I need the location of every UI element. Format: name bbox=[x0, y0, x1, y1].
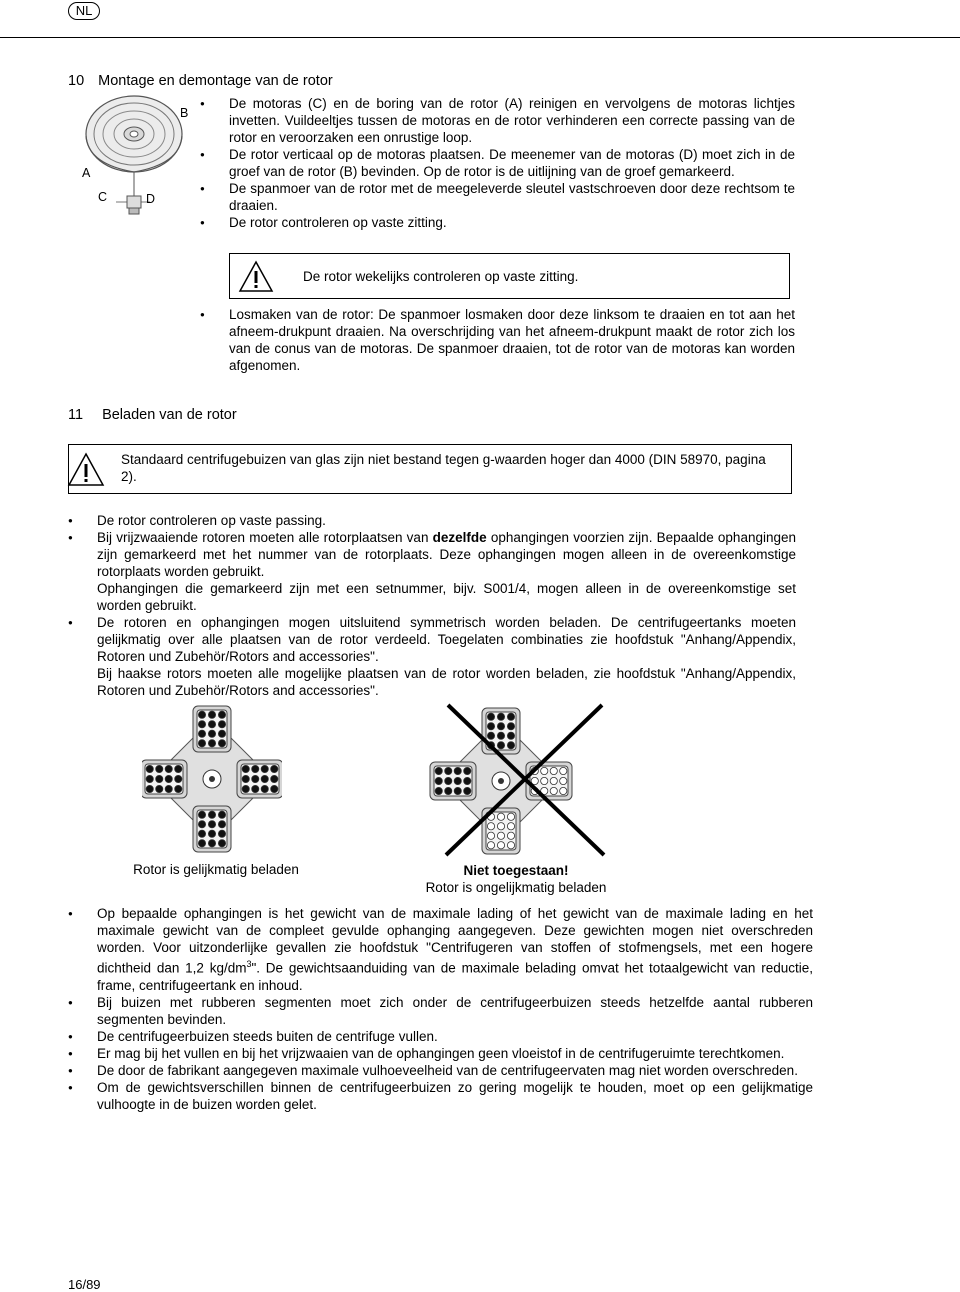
list-item: ● De rotor controleren op vaste zitting. bbox=[200, 214, 795, 231]
tube-filled bbox=[464, 767, 471, 774]
section-number: 11 bbox=[68, 407, 84, 423]
section-number: 10 bbox=[68, 73, 85, 89]
list-item-text: De rotoren en ophangingen mogen uitsluitend symmetrisch worden beladen. De centrifugeertanks moeten gelijkmatig over alle plaatsen van de rotor verdeeld. Toegelaten combinaties zie hoofdstuk "Anhang/Appendix, Rotoren und Zubehör/Rotors and accessories". bbox=[97, 615, 796, 664]
tube-filled bbox=[487, 732, 494, 739]
list-item-text: De rotor controleren op vaste passing. bbox=[97, 513, 326, 528]
tube-filled bbox=[218, 721, 225, 728]
tube-filled bbox=[507, 732, 514, 739]
tube-filled bbox=[198, 730, 205, 737]
header-divider bbox=[0, 37, 960, 38]
tube-filled bbox=[487, 713, 494, 720]
rotor-balanced-diagram bbox=[142, 705, 282, 855]
section-10-release-bullet bbox=[200, 306, 795, 374]
tube-empty bbox=[507, 842, 514, 849]
label-d: D bbox=[146, 192, 156, 206]
tube-filled bbox=[208, 730, 215, 737]
section-11-bullets-lower bbox=[68, 905, 813, 1113]
tube-filled bbox=[175, 765, 182, 772]
tube-empty bbox=[507, 832, 514, 839]
tube-filled bbox=[156, 775, 163, 782]
list-item: ● Bij buizen met rubberen segmenten moet zich onder de centrifugeerbuizen steeds hetzelfde aantal rubberen segmenten bevinden. bbox=[68, 994, 813, 1028]
tube-filled bbox=[487, 723, 494, 730]
tube-filled bbox=[198, 830, 205, 837]
section-title: Montage en demontage van de rotor bbox=[98, 73, 333, 89]
bucket-empty bbox=[526, 762, 572, 800]
list-item: ● Losmaken van de rotor: De spanmoer losmaken door deze linksom te draaien en tot aan het afneem-drukpunt draaien. Na overschrijding van het afneem-drukpunt maakt de rotor zich los van de conus van de motoras. De spanmoer draaien, tot de rotor van de motoras kan worden afgenomen. bbox=[200, 306, 795, 374]
tube-filled bbox=[464, 787, 471, 794]
tube-filled bbox=[261, 785, 268, 792]
bucket-filled bbox=[430, 762, 476, 800]
bucket-filled bbox=[142, 760, 187, 798]
tube-filled bbox=[454, 767, 461, 774]
tube-empty bbox=[497, 832, 504, 839]
tube-filled bbox=[445, 767, 452, 774]
bucket-filled bbox=[193, 706, 231, 752]
section-11-heading bbox=[68, 407, 237, 423]
list-item-text: Bij haakse rotors moeten alle mogelijke plaatsen van de rotor worden beladen, zie hoofdstuk "Anhang/Appendix, Rotoren und Zubehör/Rotors and accessories". bbox=[97, 666, 796, 698]
tube-filled bbox=[454, 777, 461, 784]
tube-filled bbox=[198, 721, 205, 728]
tube-empty bbox=[541, 767, 548, 774]
list-item-text: ". De gewichtsaanduiding van de maximale belading omvat het totaalgewicht van reductie, frame, centrifugeertank en inhoud. bbox=[97, 960, 813, 993]
tube-filled bbox=[271, 765, 278, 772]
tube-filled bbox=[175, 775, 182, 782]
list-item: ● Er mag bij het vullen en bij het vrijzwaaien van de ophangingen geen vloeistof in de centrifugeruimte terechtkomen. bbox=[68, 1045, 813, 1062]
list-item-text: Ophangingen die gemarkeerd zijn met een setnummer, bijv. S001/4, mogen alleen in de overeenkomstige set worden gebruikt. bbox=[97, 581, 796, 613]
rotor-unbalanced-illustration bbox=[386, 703, 616, 858]
list-item-text: Bij vrijzwaaiende rotoren moeten alle rotorplaatsen van bbox=[97, 530, 433, 545]
bucket-filled bbox=[482, 708, 520, 754]
warning-text: De rotor wekelijks controleren op vaste zitting. bbox=[303, 269, 579, 284]
tube-filled bbox=[208, 740, 215, 747]
tube-filled bbox=[218, 840, 225, 847]
tube-filled bbox=[165, 765, 172, 772]
tube-filled bbox=[198, 811, 205, 818]
tube-filled bbox=[218, 711, 225, 718]
caption-not-allowed-title: Niet toegestaan! bbox=[463, 863, 569, 878]
list-item: ● De spanmoer van de rotor met de meegeleverde sleutel vastschroeven door deze rechtsom te draaien. bbox=[200, 180, 795, 214]
tube-filled bbox=[218, 811, 225, 818]
tube-filled bbox=[208, 821, 215, 828]
tube-empty bbox=[541, 777, 548, 784]
superscript: 3 bbox=[246, 959, 252, 969]
rotor-mounting-figure bbox=[76, 90, 192, 230]
tube-empty bbox=[560, 767, 567, 774]
tube-filled bbox=[497, 713, 504, 720]
label-a: A bbox=[82, 166, 91, 180]
tube-filled bbox=[435, 767, 442, 774]
tube-filled bbox=[208, 721, 215, 728]
caption-not-allowed bbox=[400, 862, 632, 896]
tube-filled bbox=[252, 765, 259, 772]
tube-filled bbox=[218, 740, 225, 747]
tube-filled bbox=[507, 713, 514, 720]
tube-filled bbox=[435, 777, 442, 784]
bucket-filled bbox=[193, 806, 231, 852]
tube-filled bbox=[208, 711, 215, 718]
tube-empty bbox=[507, 813, 514, 820]
tube-filled bbox=[261, 775, 268, 782]
tube-filled bbox=[218, 730, 225, 737]
list-item-text: ophangingen voorzien zijn. Bepaalde ophangingen zijn gemarkeerd met het nummer van de rotorplaats. Deze ophangingen mogen alleen in de overeenkomstige rotorplaats worden gebruikt. bbox=[97, 530, 796, 579]
tube-filled bbox=[252, 775, 259, 782]
tube-filled bbox=[198, 840, 205, 847]
tube-filled bbox=[445, 777, 452, 784]
section-10-heading bbox=[68, 73, 333, 89]
rotor-balanced-illustration bbox=[142, 705, 282, 855]
tube-filled bbox=[435, 787, 442, 794]
tube-filled bbox=[454, 787, 461, 794]
caption-unbalanced: Rotor is ongelijkmatig beladen bbox=[425, 880, 607, 895]
tube-filled bbox=[242, 775, 249, 782]
tube-empty bbox=[550, 767, 557, 774]
label-b: B bbox=[180, 106, 189, 120]
bucket-filled bbox=[237, 760, 282, 798]
list-item bbox=[68, 512, 796, 529]
list-item-text: Op bepaalde ophangingen is het gewicht van de maximale lading of het gewicht van de maximale lading en het maximale gewicht van de compleet gevulde ophanging aangegeven. Deze gewichten mogen niet overschreden worden. Voor uitzonderlijke gevallen zie hoofdstuk "Centrifugeren van stoffen of stofmengsels, met een hogere dichtheid dan 1,2 kg/dm bbox=[97, 906, 813, 976]
list-item: ● De centrifugeerbuizen steeds buiten de centrifuge vullen. bbox=[68, 1028, 813, 1045]
tube-empty bbox=[497, 813, 504, 820]
tube-empty bbox=[497, 842, 504, 849]
tube-filled bbox=[445, 787, 452, 794]
list-item: ● Om de gewichtsverschillen binnen de centrifugeerbuizen zo gering mogelijk te houden, moet op een gelijkmatige vulhoogte in de buizen worden gelet. bbox=[68, 1079, 813, 1113]
tube-empty bbox=[560, 777, 567, 784]
tube-filled bbox=[198, 821, 205, 828]
list-item bbox=[68, 905, 813, 994]
rotor-hub-center bbox=[209, 776, 215, 782]
list-item: ● De rotor verticaal op de motoras plaatsen. De meenemer van de motoras (D) moet zich in de groef van de rotor (B) bevinden. Op de rotor is de uitlijning van de groef gemarkeerd. bbox=[200, 146, 795, 180]
tube-empty bbox=[487, 823, 494, 830]
tube-filled bbox=[165, 775, 172, 782]
tube-filled bbox=[507, 723, 514, 730]
section-title: Beladen van de rotor bbox=[102, 407, 237, 423]
tube-filled bbox=[146, 785, 153, 792]
tube-filled bbox=[175, 785, 182, 792]
list-item: ● De motoras (C) en de boring van de rotor (A) reinigen en vervolgens de motoras lichtjes invetten. Vuildeeltjes tussen de motoras en de rotor verhinderen een correcte passing van de rotor en veroorzaken een onrustige loop. bbox=[200, 95, 795, 146]
list-item bbox=[68, 529, 796, 614]
tube-filled bbox=[208, 811, 215, 818]
emphasis: dezelfde bbox=[432, 530, 487, 545]
tube-filled bbox=[252, 785, 259, 792]
warning-triangle-icon bbox=[238, 260, 274, 293]
warning-text: Standaard centrifugebuizen van glas zijn niet bestand tegen g-waarden hoger dan 4000 (DIN 58970, pagina 2). bbox=[121, 452, 766, 484]
tube-filled bbox=[198, 711, 205, 718]
list-item bbox=[68, 614, 796, 699]
rotor-illustration bbox=[76, 90, 192, 230]
page-number: 16/89 bbox=[68, 1277, 101, 1292]
rotor-hub-center bbox=[498, 778, 504, 784]
warning-box bbox=[229, 253, 790, 299]
language-badge: NL bbox=[68, 2, 100, 20]
tube-filled bbox=[218, 821, 225, 828]
section-11-bullets bbox=[68, 512, 796, 699]
warning-triangle-icon bbox=[67, 452, 105, 487]
tube-filled bbox=[208, 840, 215, 847]
tube-empty bbox=[487, 842, 494, 849]
tube-empty bbox=[550, 777, 557, 784]
tube-empty bbox=[560, 787, 567, 794]
tube-filled bbox=[271, 785, 278, 792]
tube-filled bbox=[242, 785, 249, 792]
tube-filled bbox=[146, 765, 153, 772]
tube-filled bbox=[261, 765, 268, 772]
tube-filled bbox=[198, 740, 205, 747]
tube-filled bbox=[156, 785, 163, 792]
tube-empty bbox=[497, 823, 504, 830]
list-item: ● De door de fabrikant aangegeven maximale vulhoeveelheid van de centrifugeervaten mag niet worden overschreden. bbox=[68, 1062, 813, 1079]
tube-filled bbox=[165, 785, 172, 792]
tube-filled bbox=[507, 742, 514, 749]
tube-filled bbox=[497, 742, 504, 749]
tube-empty bbox=[487, 832, 494, 839]
tube-filled bbox=[146, 775, 153, 782]
section-10-bullets bbox=[200, 95, 795, 231]
rotor-unbalanced-diagram bbox=[386, 703, 616, 858]
caption-balanced: Rotor is gelijkmatig beladen bbox=[133, 862, 299, 877]
tube-filled bbox=[218, 830, 225, 837]
label-c: C bbox=[98, 190, 108, 204]
tube-filled bbox=[208, 830, 215, 837]
tube-filled bbox=[497, 732, 504, 739]
tube-empty bbox=[507, 823, 514, 830]
tube-filled bbox=[271, 775, 278, 782]
tube-filled bbox=[242, 765, 249, 772]
tube-filled bbox=[156, 765, 163, 772]
tube-empty bbox=[550, 787, 557, 794]
tube-filled bbox=[497, 723, 504, 730]
tube-filled bbox=[464, 777, 471, 784]
warning-box bbox=[68, 444, 792, 494]
